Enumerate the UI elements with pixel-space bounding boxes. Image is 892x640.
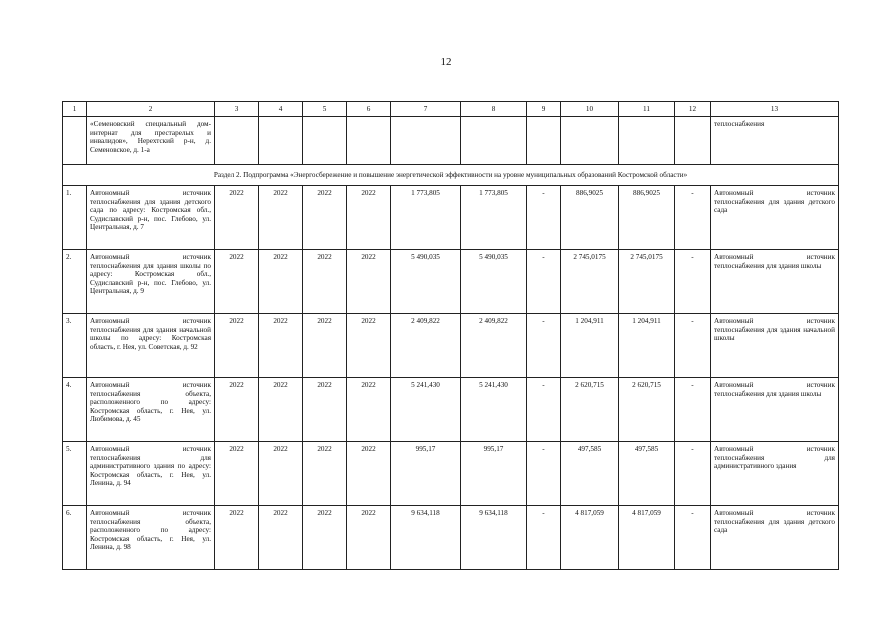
year-cell: 2022 xyxy=(303,314,347,378)
year-cell: 2022 xyxy=(347,378,391,442)
amount-cell: 4 817,059 xyxy=(561,506,619,570)
section-title: Раздел 2. Подпрограмма «Энергосбережение и повышение энергетической эффективности на уровне муниципальных образований Костромской области» xyxy=(63,165,839,186)
year-cell: 2022 xyxy=(347,186,391,250)
amount-cell: - xyxy=(527,314,561,378)
year-cell: 2022 xyxy=(215,314,259,378)
year-cell: 2022 xyxy=(215,506,259,570)
section-row xyxy=(63,165,839,186)
page-number: 12 xyxy=(440,56,452,68)
column-number: 12 xyxy=(675,102,711,117)
object-purpose: теплоснабжения xyxy=(711,117,839,165)
object-purpose: Автономный источник теплоснабжения для административного здания xyxy=(711,442,839,506)
column-number: 7 xyxy=(391,102,461,117)
row-number: 5. xyxy=(63,442,87,506)
object-name: Автономный источник теплоснабжения объекта, расположенного по адресу: Костромская область, г. Нея, ул. Ленина, д. 98 xyxy=(87,506,215,570)
table-row xyxy=(63,506,839,570)
amount-cell: 5 490,035 xyxy=(461,250,527,314)
amount-cell: 1 773,805 xyxy=(391,186,461,250)
amount-cell: - xyxy=(675,506,711,570)
year-cell: 2022 xyxy=(303,378,347,442)
column-number: 2 xyxy=(87,102,215,117)
amount-cell: - xyxy=(527,186,561,250)
row-number: 6. xyxy=(63,506,87,570)
object-name: Автономный источник теплоснабжения для здания детского сада по адресу: Костромская обл., Судиславский р-н, пос. Глебово, ул. Центральная, д. 7 xyxy=(87,186,215,250)
amount-cell: - xyxy=(527,250,561,314)
row-number: 4. xyxy=(63,378,87,442)
amount-cell: 2 409,822 xyxy=(461,314,527,378)
amount-cell: 2 409,822 xyxy=(391,314,461,378)
column-number: 3 xyxy=(215,102,259,117)
year-cell: 2022 xyxy=(259,442,303,506)
amount-cell: 995,17 xyxy=(391,442,461,506)
column-number: 5 xyxy=(303,102,347,117)
row-number: 2. xyxy=(63,250,87,314)
year-cell: 2022 xyxy=(303,506,347,570)
year-cell: 2022 xyxy=(347,314,391,378)
amount-cell: 9 634,118 xyxy=(461,506,527,570)
amount-cell: - xyxy=(675,314,711,378)
row-number: 3. xyxy=(63,314,87,378)
object-name: «Семеновский специальный дом-интернат для престарелых и инвалидов», Нерехтский р-н, д. Семеновское, д. 1-а xyxy=(87,117,215,165)
year-cell: 2022 xyxy=(303,442,347,506)
column-number: 4 xyxy=(259,102,303,117)
year-cell: 2022 xyxy=(347,442,391,506)
object-purpose: Автономный источник теплоснабжения для здания детского сада xyxy=(711,506,839,570)
object-name: Автономный источник теплоснабжения объекта, расположенного по адресу: Костромская область, г. Нея, ул. Любимова, д. 45 xyxy=(87,378,215,442)
year-cell: 2022 xyxy=(347,506,391,570)
amount-cell: - xyxy=(527,378,561,442)
table-row xyxy=(63,250,839,314)
object-purpose: Автономный источник теплоснабжения для здания школы xyxy=(711,378,839,442)
object-name: Автономный источник теплоснабжения для здания начальной школы по адресу: Костромская область, г. Нея, ул. Советская, д. 92 xyxy=(87,314,215,378)
row-number: 1. xyxy=(63,186,87,250)
column-number: 8 xyxy=(461,102,527,117)
amount-cell: 2 745,0175 xyxy=(561,250,619,314)
continuation-row xyxy=(63,117,839,165)
column-number-row xyxy=(63,102,839,117)
amount-cell: - xyxy=(675,250,711,314)
amount-cell: 995,17 xyxy=(461,442,527,506)
amount-cell: 5 241,430 xyxy=(461,378,527,442)
year-cell: 2022 xyxy=(259,506,303,570)
amount-cell: 886,9025 xyxy=(619,186,675,250)
object-purpose: Автономный источник теплоснабжения для здания школы xyxy=(711,250,839,314)
amount-cell: 2 620,715 xyxy=(561,378,619,442)
column-number: 1 xyxy=(63,102,87,117)
table-row xyxy=(63,378,839,442)
column-number: 9 xyxy=(527,102,561,117)
year-cell: 2022 xyxy=(259,378,303,442)
year-cell: 2022 xyxy=(215,186,259,250)
amount-cell: 886,9025 xyxy=(561,186,619,250)
amount-cell: 2 745,0175 xyxy=(619,250,675,314)
year-cell: 2022 xyxy=(303,186,347,250)
table-row xyxy=(63,314,839,378)
amount-cell: 497,585 xyxy=(561,442,619,506)
year-cell: 2022 xyxy=(259,314,303,378)
amount-cell: 4 817,059 xyxy=(619,506,675,570)
year-cell: 2022 xyxy=(215,442,259,506)
amount-cell: 1 773,805 xyxy=(461,186,527,250)
year-cell: 2022 xyxy=(347,250,391,314)
year-cell: 2022 xyxy=(259,186,303,250)
column-number: 11 xyxy=(619,102,675,117)
table-row xyxy=(63,186,839,250)
amount-cell: - xyxy=(675,186,711,250)
amount-cell: - xyxy=(527,442,561,506)
amount-cell: 2 620,715 xyxy=(619,378,675,442)
object-name: Автономный источник теплоснабжения для здания школы по адресу: Костромская обл., Судиславский р-н, пос. Глебово, ул. Центральная, д. 9 xyxy=(87,250,215,314)
table-row xyxy=(63,442,839,506)
amount-cell: 5 241,430 xyxy=(391,378,461,442)
column-number: 13 xyxy=(711,102,839,117)
amount-cell: 1 204,911 xyxy=(619,314,675,378)
amount-cell: 497,585 xyxy=(619,442,675,506)
program-table xyxy=(62,101,839,570)
object-purpose: Автономный источник теплоснабжения для здания начальной школы xyxy=(711,314,839,378)
amount-cell: 9 634,118 xyxy=(391,506,461,570)
year-cell: 2022 xyxy=(303,250,347,314)
object-purpose: Автономный источник теплоснабжения для здания детского сада xyxy=(711,186,839,250)
amount-cell: - xyxy=(527,506,561,570)
amount-cell: 1 204,911 xyxy=(561,314,619,378)
object-name: Автономный источник теплоснабжения для административного здания по адресу: Костромская область, г. Нея, ул. Ленина, д. 94 xyxy=(87,442,215,506)
column-number: 10 xyxy=(561,102,619,117)
year-cell: 2022 xyxy=(215,250,259,314)
year-cell: 2022 xyxy=(215,378,259,442)
amount-cell: - xyxy=(675,378,711,442)
column-number: 6 xyxy=(347,102,391,117)
amount-cell: - xyxy=(675,442,711,506)
year-cell: 2022 xyxy=(259,250,303,314)
amount-cell: 5 490,035 xyxy=(391,250,461,314)
